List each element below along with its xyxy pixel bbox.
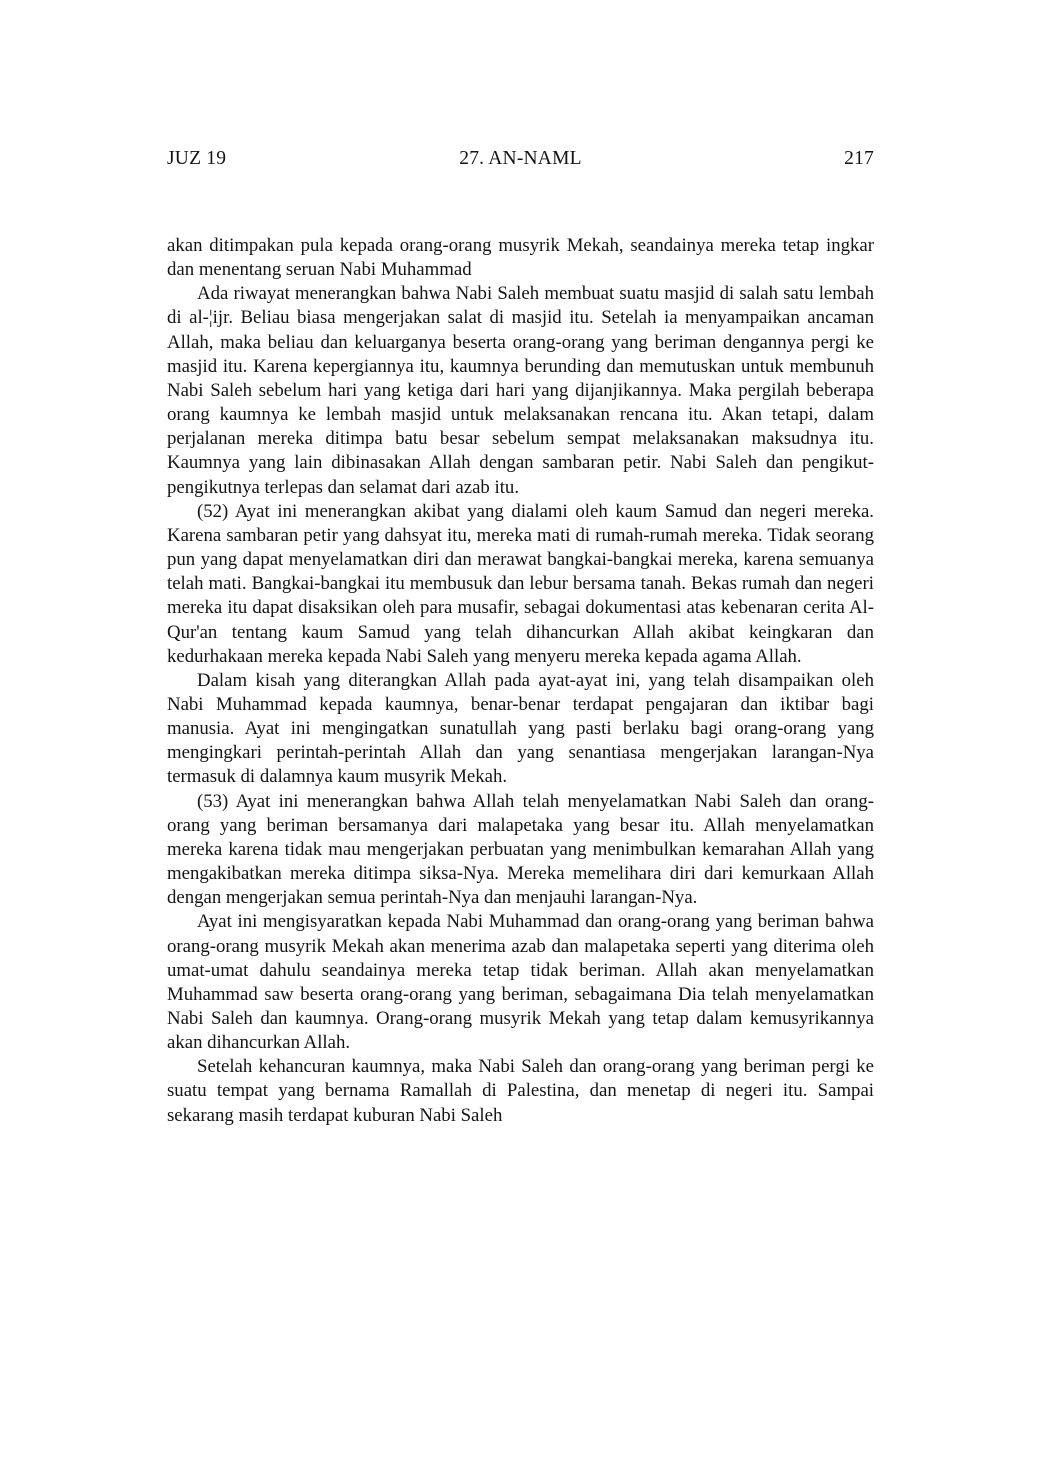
chapter-title: 27. AN-NAML — [459, 148, 582, 169]
juz-label: JUZ 19 — [167, 148, 227, 169]
paragraph: Ayat ini mengisyaratkan kepada Nabi Muhammad dan orang-orang yang beriman bahwa orang-orang musyrik Mekah akan menerima azab dan malapetaka seperti yang diterima oleh umat-umat dahulu seandainya mereka tetap tidak beriman. Allah akan menyelamatkan Muhammad saw beserta orang-orang yang beriman, sebagaimana Dia telah menyelamatkan Nabi Saleh dan kaumnya. Orang-orang musyrik Mekah yang tetap dalam kemusyrikannya akan dihancurkan Allah. — [167, 911, 874, 1054]
paragraph: Ada riwayat menerangkan bahwa Nabi Saleh membuat suatu masjid di salah satu lembah di al-¦ijr. Beliau biasa mengerjakan salat di masjid itu. Setelah ia menyampaikan ancaman Allah, maka beliau dan keluarganya beserta orang-orang yang beriman dengannya pergi ke masjid itu. Karena kepergiannya itu, kaumnya berunding dan memutuskan untuk membunuh Nabi Saleh sebelum hari yang ketiga dari hari yang dijanjikannya. Maka pergilah beberapa orang kaumnya ke lembah masjid untuk melaksanakan rencana itu. Akan tetapi, dalam perjalanan mereka ditimpa batu besar sebelum sempat melaksanakan maksudnya itu. Kaumnya yang lain dibinasakan Allah dengan sambaran petir. Nabi Saleh dan pengikut-pengikutnya terlepas dan selamat dari azab itu. — [167, 283, 874, 498]
paragraph: Dalam kisah yang diterangkan Allah pada ayat-ayat ini, yang telah disampaikan oleh Nabi Muhammad kepada kaumnya, benar-benar terdapat pengajaran dan iktibar bagi manusia. Ayat ini mengingatkan sunatullah yang pasti berlaku bagi orang-orang yang mengingkari perintah-perintah Allah dan yang senantiasa mengerjakan larangan-Nya termasuk di dalamnya kaum musyrik Mekah. — [167, 669, 874, 788]
paragraph: akan ditimpakan pula kepada orang-orang musyrik Mekah, seandainya mereka tetap ingkar dan menentang seruan Nabi Muhammad — [167, 235, 874, 281]
paragraph: (52) Ayat ini menerangkan akibat yang dialami oleh kaum Samud dan negeri mereka. Karena sambaran petir yang dahsyat itu, mereka mati di rumah-rumah mereka. Tidak seorang pun yang dapat menyelamatkan diri dan merawat bangkai-bangkai mereka, karena semuanya telah mati. Bangkai-bangkai itu membusuk dan lebur bersama tanah. Bekas rumah dan negeri mereka itu dapat disaksikan oleh para musafir, sebagai dokumentasi atas kebenaran cerita Al-Qur'an tentang kaum Samud yang telah dihancurkan Allah akibat keingkaran dan kedurhakaan mereka kepada Nabi Saleh yang menyeru mereka kepada agama Allah. — [167, 500, 874, 667]
page-body — [167, 234, 874, 1128]
page-number: 217 — [844, 148, 875, 169]
paragraph: Setelah kehancuran kaumnya, maka Nabi Saleh dan orang-orang yang beriman pergi ke suatu tempat yang bernama Ramallah di Palestina, dan menetap di negeri itu. Sampai sekarang masih terdapat kuburan Nabi Saleh — [167, 1056, 874, 1126]
paragraph: (53) Ayat ini menerangkan bahwa Allah telah menyelamatkan Nabi Saleh dan orang-orang yang beriman bersamanya dari malapetaka yang besar itu. Allah menyelamatkan mereka karena tidak mau mengerjakan perbuatan yang menimbulkan kemarahan Allah yang mengakibatkan mereka ditimpa siksa-Nya. Mereka memelihara diri dari kemurkaan Allah dengan mengerjakan semua perintah-Nya dan menjauhi larangan-Nya. — [167, 790, 874, 909]
page-header — [167, 148, 874, 170]
